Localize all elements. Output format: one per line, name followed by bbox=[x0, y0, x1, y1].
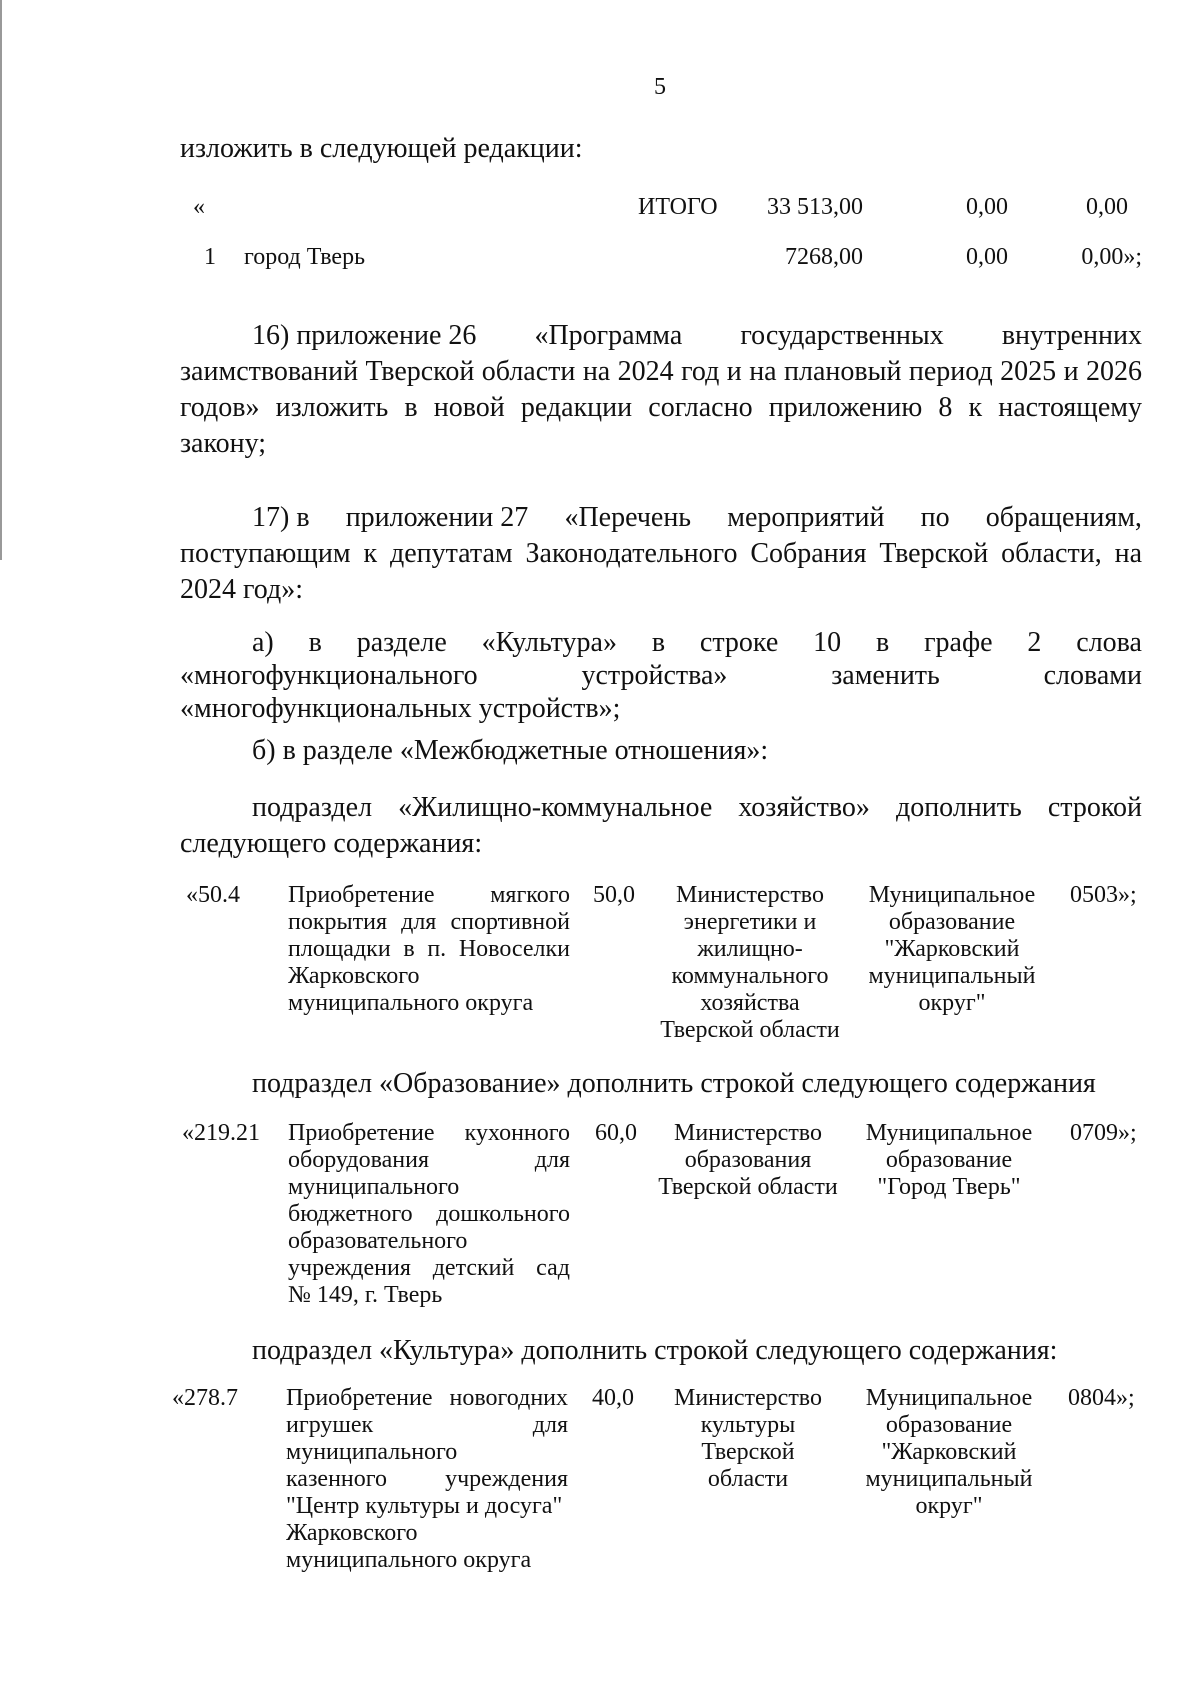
pa-w1: а) bbox=[252, 627, 274, 658]
paragraph-17-rest: поступающим к депутатам Законодательного Собрания Тверской области, на 2024 год»: bbox=[180, 538, 1142, 605]
row-municipality bbox=[855, 1120, 1043, 1201]
municipality-line: Муниципальное bbox=[865, 1120, 1033, 1146]
desc-line: муниципального округа bbox=[288, 990, 534, 1016]
row-code: 0503»; bbox=[1070, 882, 1137, 908]
paragraph-a bbox=[180, 626, 1142, 725]
ministry-line: культуры bbox=[700, 1412, 796, 1438]
pa-w9: графе bbox=[924, 627, 993, 658]
itogo-value-2: 0,00 bbox=[966, 194, 1008, 220]
paragraph-a-line-1 bbox=[180, 626, 1142, 659]
pa-w6: строке bbox=[699, 627, 779, 658]
sh-w1: подраздел bbox=[252, 792, 373, 823]
row-code: 0709»; bbox=[1070, 1120, 1137, 1146]
row-amount: 60,0 bbox=[595, 1120, 637, 1146]
intro-line: изложить в следующей редакции: bbox=[180, 133, 583, 164]
pa-l2-w1: «многофункционального bbox=[180, 660, 478, 691]
paragraph-17-first-line bbox=[180, 500, 1142, 536]
paragraph-17 bbox=[180, 500, 1142, 608]
row-ministry bbox=[650, 882, 850, 1044]
p17-w6: обращениям, bbox=[985, 502, 1142, 533]
row-code: 0804»; bbox=[1068, 1385, 1135, 1411]
subsection-culture: подраздел «Культура» дополнить строкой следующего содержания: bbox=[252, 1335, 1058, 1366]
row-municipality bbox=[858, 882, 1046, 1017]
ministry-line: хозяйства bbox=[700, 990, 800, 1016]
municipality-line: округ" bbox=[918, 990, 986, 1016]
row-number: «219.21 bbox=[182, 1120, 260, 1146]
row-number: «50.4 bbox=[186, 882, 240, 908]
municipality-line: "Город Тверь" bbox=[877, 1174, 1021, 1200]
paragraph-a-line-2 bbox=[180, 659, 1142, 692]
ministry-line: Тверской bbox=[701, 1439, 795, 1465]
row-description bbox=[288, 882, 570, 1017]
p17-w2: приложении 27 bbox=[345, 502, 529, 533]
p17-w3: «Перечень bbox=[564, 502, 692, 533]
pa-w11: слова bbox=[1076, 627, 1142, 658]
ministry-line: Министерство bbox=[674, 1120, 822, 1146]
p16-w2: «Программа bbox=[534, 320, 683, 351]
desc-line: покрытия для спортивной bbox=[288, 909, 570, 935]
row-description bbox=[286, 1385, 568, 1574]
subsection-housing-line-1 bbox=[180, 790, 1142, 826]
desc-line: Приобретение кухонного bbox=[288, 1120, 570, 1146]
desc-line: образовательного bbox=[288, 1228, 468, 1254]
subsection-housing bbox=[180, 790, 1142, 862]
desc-line: муниципального bbox=[288, 1174, 460, 1200]
municipality-line: образование bbox=[885, 1147, 1013, 1173]
desc-line: казенного учреждения bbox=[286, 1466, 568, 1492]
municipality-line: образование bbox=[885, 1412, 1013, 1438]
pa-w2: в bbox=[308, 627, 322, 658]
paragraph-a-line-3: «многофункциональных устройств»; bbox=[180, 693, 621, 724]
municipality-line: муниципальный bbox=[865, 1466, 1033, 1492]
pa-l2-w3: заменить bbox=[831, 660, 940, 691]
pa-w4: «Культура» bbox=[481, 627, 617, 658]
desc-line: Приобретение мягкого bbox=[288, 882, 570, 908]
paragraph-16-first-line bbox=[180, 318, 1142, 354]
page-number: 5 bbox=[654, 74, 666, 100]
ministry-line: образования bbox=[684, 1147, 812, 1173]
p16-w4: внутренних bbox=[1001, 320, 1142, 351]
p17-w5: по bbox=[920, 502, 950, 533]
itogo-label: ИТОГО bbox=[638, 194, 718, 220]
row-description bbox=[288, 1120, 570, 1309]
p17-w1: 17) в bbox=[252, 502, 310, 533]
pa-w10: 2 bbox=[1027, 627, 1042, 658]
city-value-1: 7268,00 bbox=[785, 244, 863, 270]
desc-line: игрушек для bbox=[286, 1412, 568, 1438]
pa-l2-w4: словами bbox=[1043, 660, 1142, 691]
row-number: «278.7 bbox=[172, 1385, 238, 1411]
desc-line: "Центр культуры и досуга" bbox=[286, 1493, 563, 1519]
row-ministry bbox=[648, 1120, 848, 1201]
itogo-value-3: 0,00 bbox=[1086, 194, 1128, 220]
row-amount: 50,0 bbox=[593, 882, 635, 908]
open-quote: « bbox=[193, 194, 205, 220]
ministry-line: Тверской области bbox=[660, 1017, 840, 1043]
p16-w1: 16) приложение 26 bbox=[252, 320, 477, 351]
municipality-line: Муниципальное bbox=[865, 1385, 1033, 1411]
pa-l2-w2: устройства» bbox=[581, 660, 728, 691]
ministry-line: Тверской области bbox=[658, 1174, 838, 1200]
pa-w5: в bbox=[651, 627, 666, 658]
municipality-line: округ" bbox=[915, 1493, 983, 1519]
desc-line: Жарковского bbox=[286, 1520, 418, 1546]
city-value-2: 0,00 bbox=[966, 244, 1008, 270]
municipality-line: образование bbox=[888, 909, 1016, 935]
row-municipality bbox=[855, 1385, 1043, 1520]
desc-line: № 149, г. Тверь bbox=[288, 1282, 443, 1308]
pa-w8: в bbox=[875, 627, 890, 658]
ministry-line: жилищно- bbox=[697, 936, 803, 962]
desc-line: бюджетного дошкольного bbox=[288, 1201, 570, 1227]
desc-line: Приобретение новогодних bbox=[286, 1385, 568, 1411]
pa-w3: разделе bbox=[356, 627, 447, 658]
row-number: 1 bbox=[204, 244, 216, 270]
row-ministry bbox=[648, 1385, 848, 1493]
desc-line: площадки в п. Новоселки bbox=[288, 936, 570, 962]
pa-w7: 10 bbox=[813, 627, 842, 658]
paragraph-16-rest: заимствований Тверской области на 2024 год и на плановый период 2025 и 2026 годов» изложить в новой редакции согласно приложению 8 к настоящему закону; bbox=[180, 356, 1142, 459]
municipality-line: Муниципальное bbox=[868, 882, 1036, 908]
desc-line: муниципального bbox=[286, 1439, 458, 1465]
p16-w3: государственных bbox=[740, 320, 944, 351]
desc-line: Жарковского bbox=[288, 963, 420, 989]
sh-w2: «Жилищно-коммунальное bbox=[398, 792, 713, 823]
sh-w3: хозяйство» bbox=[738, 792, 870, 823]
desc-line: учреждения детский сад bbox=[288, 1255, 570, 1281]
paragraph-16 bbox=[180, 318, 1142, 462]
ministry-line: Министерство bbox=[676, 882, 824, 908]
ministry-line: коммунального bbox=[671, 963, 829, 989]
municipality-line: "Жарковский bbox=[881, 1439, 1017, 1465]
ministry-line: Министерство bbox=[674, 1385, 822, 1411]
ministry-line: области bbox=[707, 1466, 789, 1492]
sh-w5: строкой bbox=[1047, 792, 1142, 823]
paragraph-b: б) в разделе «Межбюджетные отношения»: bbox=[252, 735, 769, 766]
itogo-value-1: 33 513,00 bbox=[767, 194, 863, 220]
city-name: город Тверь bbox=[244, 244, 366, 270]
subsection-housing-line-2: следующего содержания: bbox=[180, 828, 483, 859]
subsection-education: подраздел «Образование» дополнить строкой следующего содержания bbox=[252, 1068, 1096, 1099]
municipality-line: "Жарковский bbox=[884, 936, 1020, 962]
sh-w4: дополнить bbox=[895, 792, 1022, 823]
desc-line: оборудования для bbox=[288, 1147, 570, 1173]
p17-w4: мероприятий bbox=[727, 502, 885, 533]
desc-line: муниципального округа bbox=[286, 1547, 532, 1573]
municipality-line: муниципальный bbox=[868, 963, 1036, 989]
city-value-3: 0,00»; bbox=[1081, 244, 1142, 270]
row-amount: 40,0 bbox=[592, 1385, 634, 1411]
ministry-line: энергетики и bbox=[683, 909, 817, 935]
